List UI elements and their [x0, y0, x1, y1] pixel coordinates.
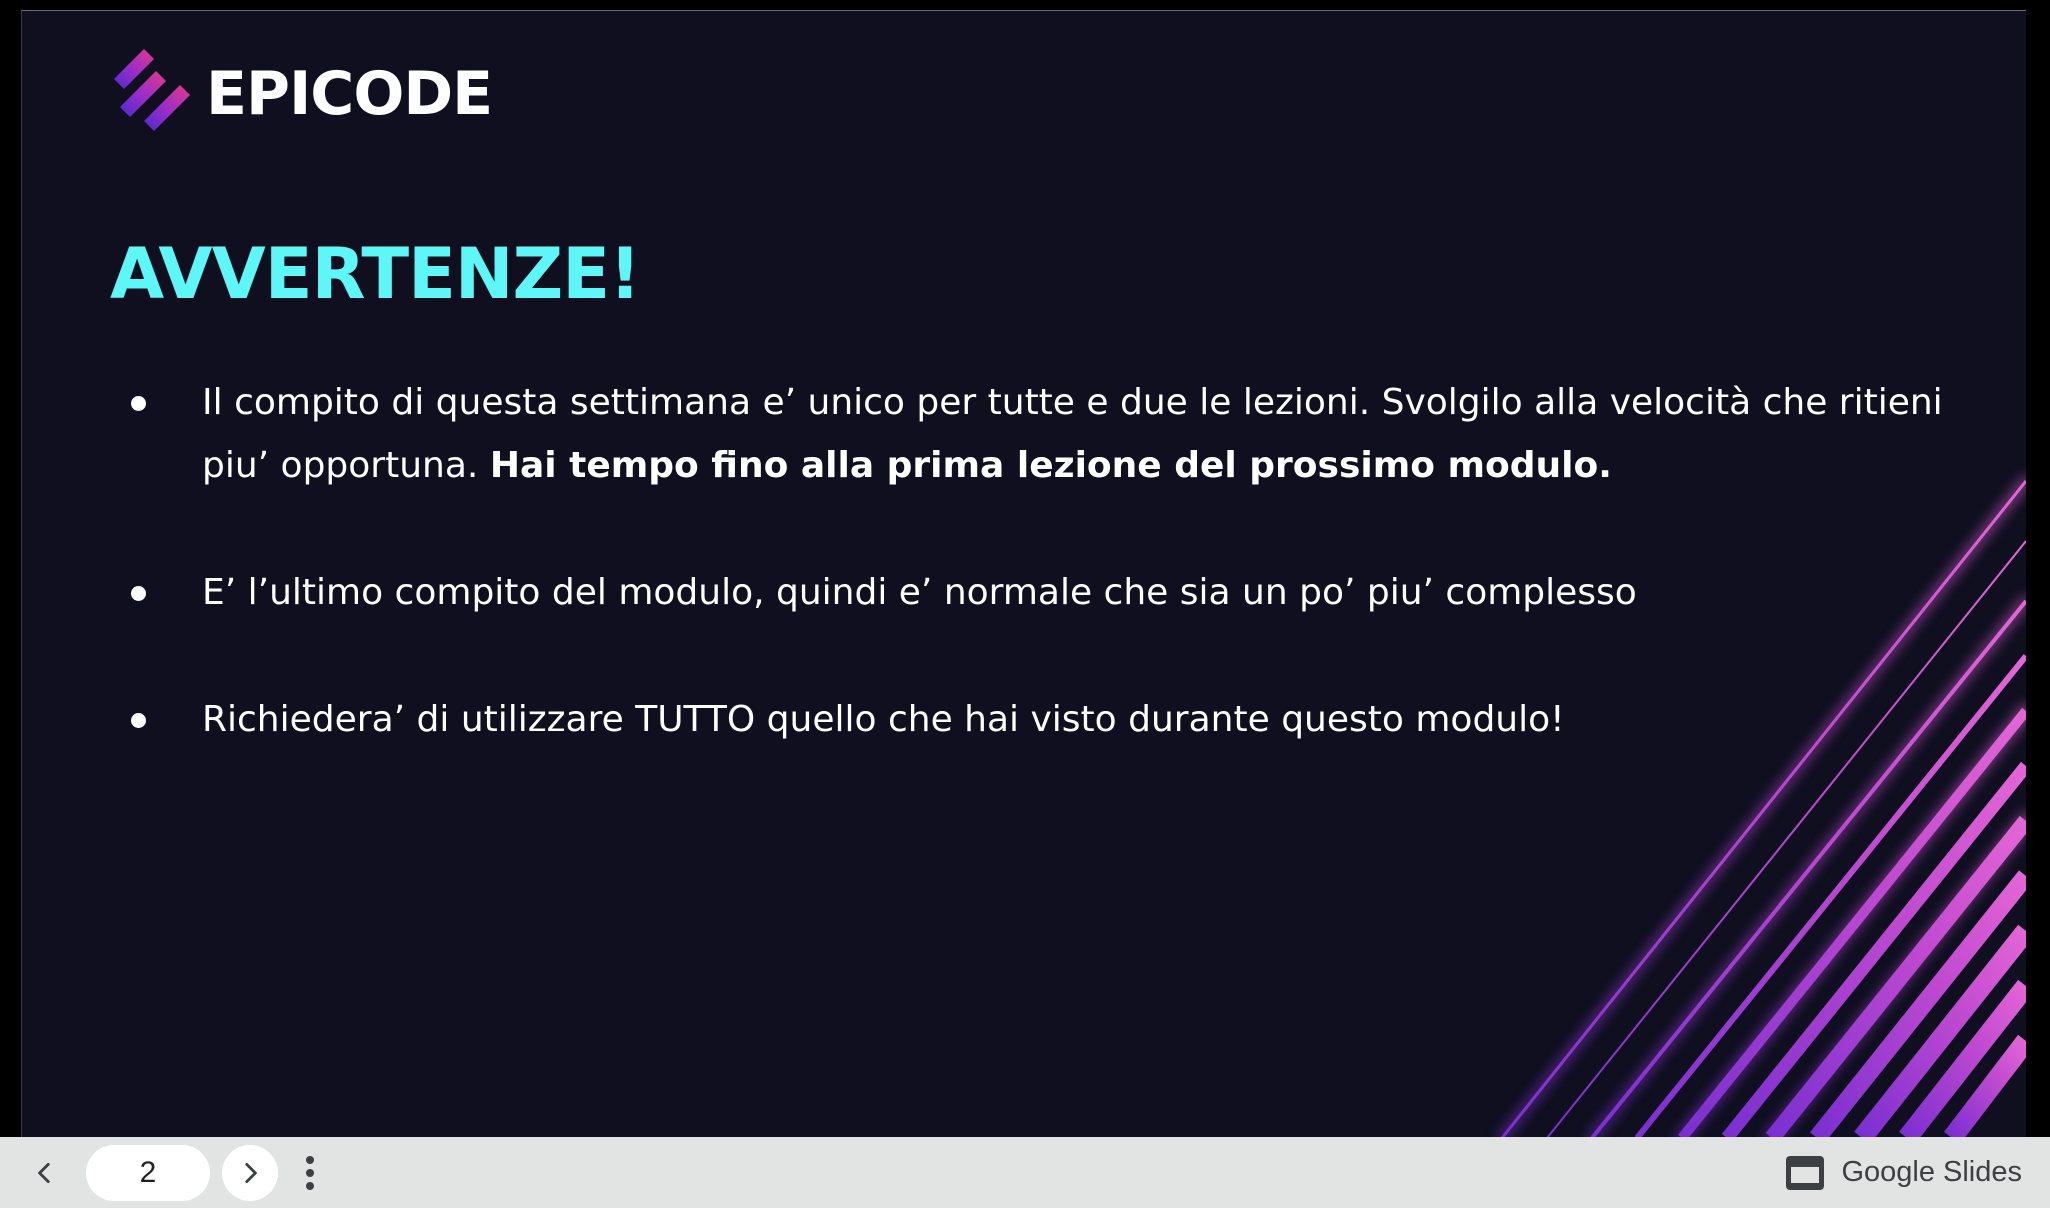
previous-slide-button[interactable]	[22, 1150, 68, 1196]
google-slides-link[interactable]	[1785, 1154, 2022, 1192]
epicode-logo	[114, 49, 492, 139]
more-options-button[interactable]	[290, 1148, 330, 1198]
slide	[21, 10, 2026, 1138]
bullet-icon	[131, 586, 146, 601]
presentation-toolbar	[0, 1137, 2050, 1208]
bullet-text: Il compito di questa settimana e’ unico per tutte e due le lezioni. Svolgilo alla velocità che ritieni piu’ opportuna.	[202, 382, 1943, 486]
next-slide-button[interactable]	[222, 1145, 278, 1201]
logo-text: EPICODE	[206, 59, 493, 129]
bullet-item	[110, 561, 1970, 624]
bullet-text: Richiedera’ di utilizzare TUTTO quello che hai visto durante questo modulo!	[202, 699, 1565, 740]
bullet-icon	[131, 713, 146, 728]
bullet-list	[110, 371, 1970, 751]
bullet-text: E’ l’ultimo compito del modulo, quindi e’ normale che sia un po’ piu’ complesso	[202, 572, 1637, 613]
chevron-left-icon	[32, 1160, 58, 1186]
more-vertical-icon	[305, 1155, 315, 1191]
bullet-item	[110, 688, 1970, 751]
page-number-indicator[interactable]: 2	[86, 1145, 210, 1201]
bullet-bold-text: Hai tempo fino alla prima lezione del prossimo modulo.	[489, 445, 1612, 486]
chevron-right-icon	[237, 1160, 263, 1186]
bullet-icon	[131, 396, 146, 411]
bullet-item	[110, 371, 1970, 497]
slides-screen-icon	[1785, 1154, 1825, 1192]
slide-title: AVVERTENZE!	[110, 233, 640, 315]
epicode-logo-mark-icon	[114, 49, 196, 139]
brand-label: Google Slides	[1841, 1156, 2022, 1188]
